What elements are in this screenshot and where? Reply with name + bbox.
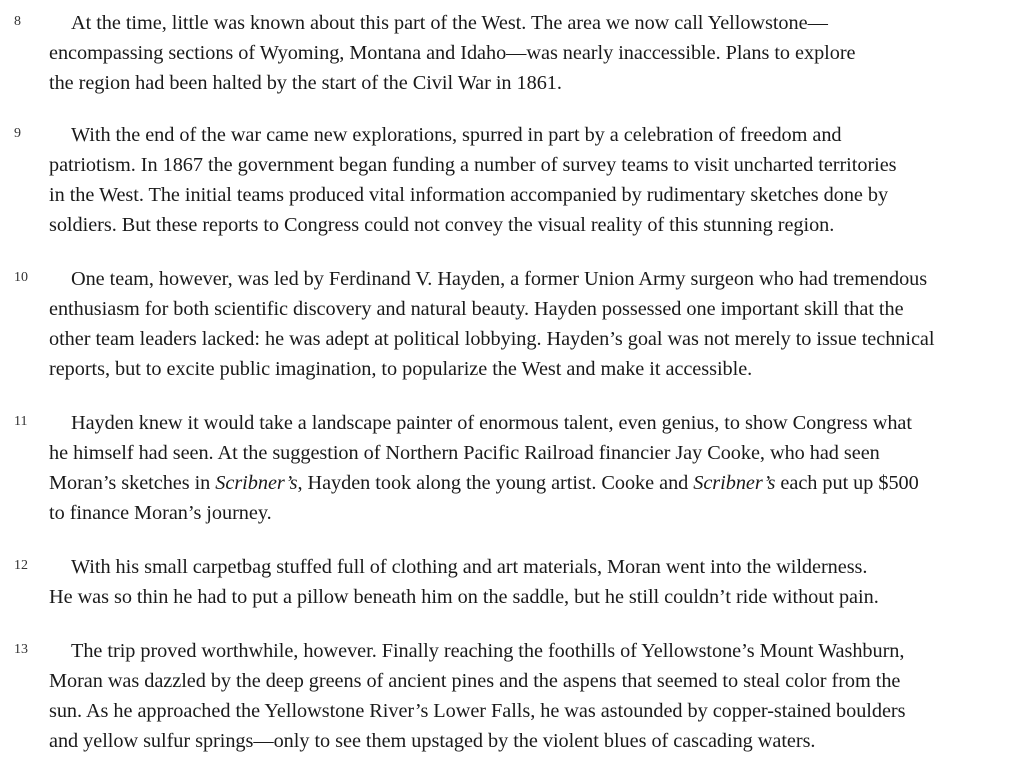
text-line: sun. As he approached the Yellowstone River’s Lower Falls, he was astounded by copper-stained boulders [49, 700, 906, 722]
paragraph-number: 9 [14, 126, 21, 141]
text-line: patriotism. In 1867 the government began funding a number of survey teams to visit uncharted territories [49, 154, 897, 176]
text-line: The trip proved worthwhile, however. Finally reaching the foothills of Yellowstone’s Mount Washburn, [71, 640, 905, 662]
text-line: the region had been halted by the start of the Civil War in 1861. [49, 72, 562, 94]
paragraph-number: 10 [14, 270, 28, 285]
text-line: At the time, little was known about this part of the West. The area we now call Yellowstone— [71, 12, 828, 34]
text-line: With his small carpetbag stuffed full of clothing and art materials, Moran went into the wilderness. [71, 556, 868, 578]
text-line: to finance Moran’s journey. [49, 502, 272, 524]
text-line: enthusiasm for both scientific discovery and natural beauty. Hayden possessed one important skill that the [49, 298, 904, 320]
text-line: in the West. The initial teams produced vital information accompanied by rudimentary sketches done by [49, 184, 889, 206]
text-line: One team, however, was led by Ferdinand V. Hayden, a former Union Army surgeon who had tremendous [71, 268, 928, 290]
text-line: other team leaders lacked: he was adept at political lobbying. Hayden’s goal was not merely to issue technical [49, 328, 935, 350]
italic-title: Scribner’s [215, 472, 298, 494]
paragraph-number: 11 [14, 414, 28, 429]
text-line: he himself had seen. At the suggestion of Northern Pacific Railroad financier Jay Cooke, who had seen [49, 442, 880, 464]
paragraph-number: 8 [14, 14, 21, 29]
text-line: and yellow sulfur springs—only to see them upstaged by the violent blues of cascading waters. [49, 730, 816, 752]
text-line: Moran was dazzled by the deep greens of ancient pines and the aspens that seemed to steal color from the [49, 670, 901, 692]
paragraph-number: 13 [14, 642, 28, 657]
text-line: He was so thin he had to put a pillow beneath him on the saddle, but he still couldn’t ride without pain. [49, 586, 879, 608]
text-line: reports, but to excite public imagination, to popularize the West and make it accessible. [49, 358, 753, 380]
italic-title: Scribner’s [693, 472, 776, 494]
text-line: Moran’s sketches in Scribner’s, Hayden took along the young artist. Cooke and Scribner’s each put up $500 [49, 472, 919, 494]
text-line: With the end of the war came new explorations, spurred in part by a celebration of freedom and [71, 124, 842, 146]
text-line: Hayden knew it would take a landscape painter of enormous talent, even genius, to show Congress what [71, 412, 912, 434]
text-line: encompassing sections of Wyoming, Montana and Idaho—was nearly inaccessible. Plans to explore [49, 42, 856, 64]
text-line: soldiers. But these reports to Congress could not convey the visual reality of this stunning region. [49, 214, 835, 236]
paragraph-number: 12 [14, 558, 28, 573]
